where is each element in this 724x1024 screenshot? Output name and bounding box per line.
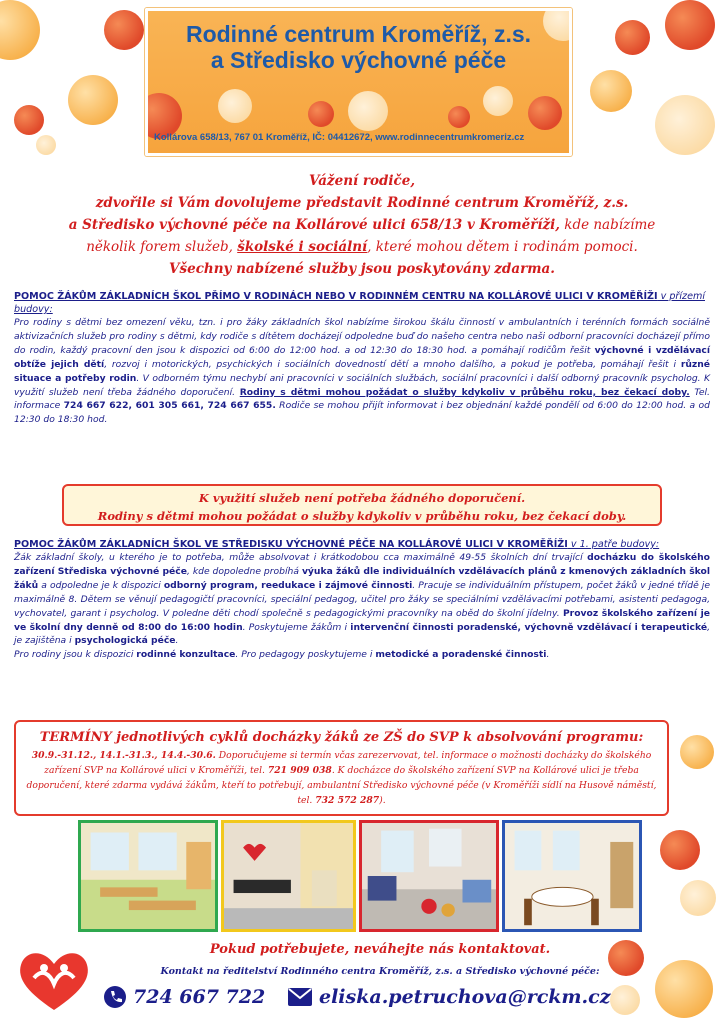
decor-circle xyxy=(36,135,56,155)
intro-line-4b: , které mohou dětem i rodinám pomoci. xyxy=(367,239,638,255)
header-banner xyxy=(145,8,572,156)
phone-icon xyxy=(104,986,126,1008)
envelope-icon xyxy=(288,988,312,1006)
decor-circle xyxy=(610,985,640,1015)
callout-line-1: K využití služeb není potřeba žádného doporučení. xyxy=(198,491,526,505)
photo-classroom xyxy=(78,820,218,932)
section2-heading-tail: v 1. patře budovy: xyxy=(567,539,660,550)
decor-circle xyxy=(680,735,714,769)
terms-title: TERMÍNY jednotlivých cyklů docházky žáků ze ZŠ do SVP k absolvování programu: xyxy=(39,730,644,745)
section-family-help xyxy=(14,290,710,427)
decor-circle xyxy=(68,75,118,125)
section2-heading: POMOC ŽÁKŮM ZÁKLADNÍCH ŠKOL VE STŘEDISKU VÝCHOVNÉ PÉČE NA KOLLÁROVÉ ULICI V KROMĚŘÍŽI v 1. patře budovy: xyxy=(14,539,660,550)
title-line-1: Rodinné centrum Kroměříž, z.s. xyxy=(185,21,532,47)
intro-line-4a: několik forem služeb, xyxy=(86,239,238,255)
decor-circle xyxy=(655,95,715,155)
decor-circle xyxy=(655,960,713,1018)
section-svp xyxy=(14,538,710,662)
decor-circle xyxy=(590,70,632,112)
header-title xyxy=(148,21,569,73)
photo-dining-room xyxy=(502,820,642,932)
decor-circle xyxy=(14,105,44,135)
decor-circle xyxy=(0,0,40,60)
intro-text xyxy=(20,170,704,280)
email-contact[interactable] xyxy=(288,986,611,1008)
intro-line-5: Všechny nabízené služby jsou poskytovány zdarma. xyxy=(169,261,555,277)
section2-body: Žák základní školy, u kterého je to potřeba, může absolvovat i krátkodobou cca maximálně 49-55 školních dní trvající docházku do školského zařízení Střediska výchovné péče, kde dopoledne probíhá výuka žáků dle individuálních vzdělávacích plánů z kmenových základních škol žáků a odpoledne je k dispozici odborný program, reedukace i zájmové činnosti. Pracuje se individuálním přístupem, počet žáků v jedné třídě je maximálně 8. Dětem se věnují pedagogičtí pracovníci, speciální pedagog, učitel pro žáky se speciálními vzdělávacími potřebami, asistenti pedagoga, vychovatel, garant i psycholog. V poledne děti chodí společně s pedagogickými pracovníky na oběd do školní jídelny. Provoz školského zařízení je ve školní dny denně od 8:00 do 16:00 hodin. Poskytujeme žákům i intervenční činnosti poradenské, výchovně vzdělávací i terapeutické, je zajištěna i psychologická péče. Pro rodiny jsou k dispozici rodinné konzultace. Pro pedagogy poskytujeme i metodické a poradenské činnosti. xyxy=(14,552,711,661)
terms-text: 30.9.-31.12., 14.1.-31.3., 14.4.-30.6. Doporučujeme si termín včas zarezervovat, tel. informace o možnosti docházky do školského zařízení SVP na Kollárové ulici v Kroměříži, tel. 721 909 038. K docházce do školského zařízení SVP na Kollárové ulici je třeba doporučení, které zdarma vydává žákům, kteří to potřebují, ambulantní Středisko výchovné péče (v Kroměříži sídlí na Husově náměstí, tel. 732 572 287). xyxy=(26,750,657,806)
decor-circle xyxy=(680,880,716,916)
intro-line-3-tail: kde nabízíme xyxy=(559,217,656,233)
photo-music-room xyxy=(221,820,356,932)
header-address: Kollárova 658/13, 767 01 Kroměříž, IČ: 04412672, www.rodinnecentrumkromeriz.cz xyxy=(154,132,525,143)
section1-heading-tail: v přízemí budovy: xyxy=(14,291,705,315)
photo-play-room xyxy=(359,820,499,932)
section1-body: Pro rodiny s dětmi bez omezení věku, tzn. i pro žáky základních škol nabízíme širokou škálu činností v ambulantních i terénních formách sociálně aktivizačních služeb pro rodiny s dětmi, kdy rodiče s dítětem docházejí odpoledne buď do našeho centra nebo naši odborní pracovníci docházejí přímo do rodin, každý pracovní den jsou k dispozici od 6:00 do 12:00 hod. a od 12:30 do 18:30 hod. a pomáhají rodičům řešit výchovné i vzdělávací obtíže jejich dětí, rozvoj i motorických, psychických i sociálních dovedností dětí a mnoho dalšího, a pokud je potřeba, pomáhají řešit i různé situace a potřeby rodin. V odborném týmu nechybí ani pracovníci v sociálních službách, sociální pracovníci i další odborný pracovník psycholog. K využití služeb není třeba žádného doporučení. Rodiny s dětmi mohou požádat o služby kdykoliv v průběhu roku, bez čekací doby. Tel. informace 724 667 622, 601 305 661, 724 667 655. Rodiče se mohou přijít informovat i bez objednání každé pondělí od 6:00 do 12:00 hod. a od 12:30 do 18:30 hod. xyxy=(14,317,711,426)
phone-contact[interactable] xyxy=(104,986,265,1008)
contact-invite: Pokud potřebujete, neváhejte nás kontaktovat. xyxy=(209,942,551,957)
intro-line-4-underlined: školské i sociální xyxy=(237,239,368,255)
decor-circle xyxy=(660,830,700,870)
decor-circle xyxy=(615,20,650,55)
terms-box xyxy=(14,720,669,816)
title-line-2: a Středisko výchovné péče xyxy=(210,47,507,73)
decor-circle xyxy=(104,10,144,50)
heart-hands-logo xyxy=(14,944,94,1014)
decor-circle xyxy=(665,0,715,50)
phone-number[interactable]: 724 667 722 xyxy=(133,986,266,1008)
intro-line-3-bold: a Středisko výchovné péče na Kollárové ulici 658/13 v Kroměříži, xyxy=(68,217,560,233)
section1-heading: POMOC ŽÁKŮM ZÁKLADNÍCH ŠKOL PŘÍMO V RODINÁCH NEBO V RODINNÉM CENTRU NA KOLLÁROVÉ ULICI V KROMĚŘÍŽI v přízemí budovy: xyxy=(14,291,705,315)
contact-intro: Kontakt na ředitelství Rodinného centra Kroměříž, z.s. a Středisko výchovné péče: xyxy=(160,966,600,977)
no-referral-callout xyxy=(62,484,662,526)
intro-line-2: zdvořile si Vám dovolujeme představit Rodinné centrum Kroměříž, z.s. xyxy=(95,195,629,211)
intro-greeting: Vážení rodiče, xyxy=(308,173,416,189)
email-address[interactable]: eliska.petruchova@rckm.cz xyxy=(319,986,611,1008)
callout-line-2: Rodiny s dětmi mohou požádat o služby kdykoliv v průběhu roku, bez čekací doby. xyxy=(97,509,627,523)
